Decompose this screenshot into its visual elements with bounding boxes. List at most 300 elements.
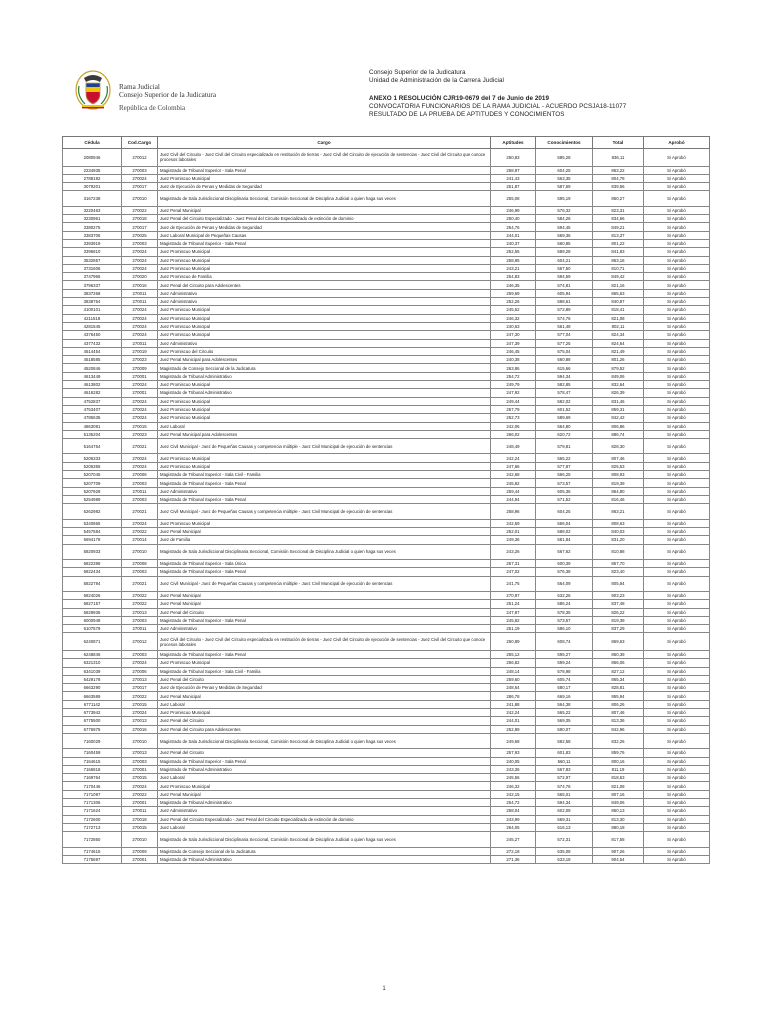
table-header-row bbox=[63, 137, 710, 149]
table-row bbox=[63, 248, 710, 256]
table-row bbox=[63, 823, 710, 831]
table-row bbox=[63, 559, 710, 567]
table-row bbox=[63, 717, 710, 725]
cargo-cell: Magistrado de Tribunal Administrativo bbox=[158, 372, 491, 380]
aprobo-cell: Si Aprobó bbox=[644, 231, 710, 239]
table-row bbox=[63, 608, 710, 616]
cargo-cell: Magistrado de Tribunal Superior - Sala Penal bbox=[158, 495, 491, 503]
total-cell: 863,22 bbox=[593, 166, 644, 174]
cedula-cell: 4518585 bbox=[63, 356, 122, 364]
table-row bbox=[63, 495, 710, 503]
aprobo-cell: Si Aprobó bbox=[644, 191, 710, 206]
aptitudes-cell: 246,45 bbox=[491, 347, 536, 355]
total-cell: 832,26 bbox=[593, 733, 644, 748]
aptitudes-cell: 256,82 bbox=[491, 659, 536, 667]
cedula-cell: 4520846 bbox=[63, 364, 122, 372]
total-cell: 849,21 bbox=[593, 223, 644, 231]
aptitudes-cell: 246,32 bbox=[491, 782, 536, 790]
conocimientos-cell: 564,09 bbox=[536, 576, 593, 591]
cedula-cell: 4211518 bbox=[63, 314, 122, 322]
cod-cargo-cell: 270020 bbox=[122, 273, 158, 281]
cod-cargo-cell: 270003 bbox=[122, 495, 158, 503]
cargo-cell: Juez Penal Municipal bbox=[158, 591, 491, 599]
cargo-cell: Magistrado de Tribunal Superior - Sala Penal bbox=[158, 616, 491, 624]
conocimientos-cell: 580,17 bbox=[536, 684, 593, 692]
total-cell: 849,06 bbox=[593, 799, 644, 807]
cargo-cell: Magistrado de Tribunal Superior - Sala Penal bbox=[158, 166, 491, 174]
conocimientos-cell: 586,10 bbox=[536, 625, 593, 633]
cedula-cell: 5827157 bbox=[63, 600, 122, 608]
total-cell: 904,54 bbox=[593, 855, 644, 863]
cedula-cell: 4514454 bbox=[63, 347, 122, 355]
conocimientos-cell: 608,74 bbox=[536, 633, 593, 651]
table-row bbox=[63, 462, 710, 470]
total-cell: 806,86 bbox=[593, 422, 644, 430]
cod-cargo-cell: 270024 bbox=[122, 708, 158, 716]
total-cell: 818,53 bbox=[593, 774, 644, 782]
cedula-cell: 4376450 bbox=[63, 331, 122, 339]
cedula-cell: 3796337 bbox=[63, 281, 122, 289]
table-row bbox=[63, 576, 710, 591]
aprobo-cell: Si Aprobó bbox=[644, 347, 710, 355]
conocimientos-cell: 567,62 bbox=[536, 544, 593, 559]
cedula-cell: 5820933 bbox=[63, 544, 122, 559]
cod-cargo-cell: 270024 bbox=[122, 519, 158, 527]
conocimientos-cell: 594,59 bbox=[536, 273, 593, 281]
table-row bbox=[63, 765, 710, 773]
table-row bbox=[63, 339, 710, 347]
table-row bbox=[63, 223, 710, 231]
total-cell: 832,64 bbox=[593, 381, 644, 389]
cargo-cell: Magistrado de Sala Jurisdiccional Disciplinaria Seccional, Comisión Seccional de Disciplina Judicial o quien haga sus veces bbox=[158, 544, 491, 559]
cod-cargo-cell: 270011 bbox=[122, 807, 158, 815]
aprobo-cell: Si Aprobó bbox=[644, 757, 710, 765]
aptitudes-cell: 245,52 bbox=[491, 306, 536, 314]
cod-cargo-cell: 270023 bbox=[122, 356, 158, 364]
table-row bbox=[63, 633, 710, 651]
aprobo-cell: Si Aprobó bbox=[644, 807, 710, 815]
cedula-cell: 5262982 bbox=[63, 504, 122, 519]
aptitudes-cell: 258,95 bbox=[491, 256, 536, 264]
aptitudes-cell: 254,72 bbox=[491, 799, 536, 807]
cedula-cell: 6000948 bbox=[63, 616, 122, 624]
cargo-cell: Juez Penal Municipal para Adolescentes bbox=[158, 356, 491, 364]
cedula-cell: 6107579 bbox=[63, 625, 122, 633]
aptitudes-cell: 252,55 bbox=[491, 248, 536, 256]
table-row bbox=[63, 667, 710, 675]
cod-cargo-cell: 270011 bbox=[122, 298, 158, 306]
conocimientos-cell: 578,35 bbox=[536, 608, 593, 616]
cod-cargo-cell: 270003 bbox=[122, 166, 158, 174]
conocimientos-cell: 635,08 bbox=[536, 847, 593, 855]
aprobo-cell: Si Aprobó bbox=[644, 439, 710, 454]
cargo-cell: Magistrado de Tribunal Superior - Sala Penal bbox=[158, 239, 491, 247]
aprobo-cell: Si Aprobó bbox=[644, 847, 710, 855]
aprobo-cell: Si Aprobó bbox=[644, 264, 710, 272]
cedula-cell: 5829935 bbox=[63, 608, 122, 616]
aptitudes-cell: 246,32 bbox=[491, 314, 536, 322]
cod-cargo-cell: 270015 bbox=[122, 700, 158, 708]
total-cell: 800,16 bbox=[593, 757, 644, 765]
aprobo-cell: Si Aprobó bbox=[644, 576, 710, 591]
conocimientos-cell: 577,87 bbox=[536, 462, 593, 470]
aprobo-cell: Si Aprobó bbox=[644, 430, 710, 438]
cargo-cell: Juez Penal del Circuito bbox=[158, 608, 491, 616]
cargo-cell: Magistrado de Tribunal Administrativo bbox=[158, 765, 491, 773]
cod-cargo-cell: 270024 bbox=[122, 405, 158, 413]
cargo-cell: Juez Penal del Circuito Especializado - Juez Penal del Circuito Especializado de extinción de dominio bbox=[158, 815, 491, 823]
conocimientos-cell: 588,02 bbox=[536, 527, 593, 535]
aprobo-cell: Si Aprobó bbox=[644, 183, 710, 191]
conocimientos-cell: 560,88 bbox=[536, 356, 593, 364]
cargo-cell: Juez Laboral bbox=[158, 823, 491, 831]
aprobo-cell: Si Aprobó bbox=[644, 815, 710, 823]
cargo-cell: Magistrado de Tribunal Administrativo bbox=[158, 799, 491, 807]
aprobo-cell: Si Aprobó bbox=[644, 166, 710, 174]
table-row bbox=[63, 591, 710, 599]
logo bbox=[73, 68, 273, 112]
aptitudes-cell: 259,60 bbox=[491, 675, 536, 683]
total-cell: 813,37 bbox=[593, 231, 644, 239]
cod-cargo-cell: 270011 bbox=[122, 289, 158, 297]
aptitudes-cell: 259,69 bbox=[491, 289, 536, 297]
cedula-cell: 7171624 bbox=[63, 807, 122, 815]
cargo-cell: Juez Promiscuo Municipal bbox=[158, 331, 491, 339]
aptitudes-cell: 244,01 bbox=[491, 231, 536, 239]
aprobo-cell: Si Aprobó bbox=[644, 667, 710, 675]
cedula-cell: 3380275 bbox=[63, 223, 122, 231]
cod-cargo-cell: 270024 bbox=[122, 659, 158, 667]
aprobo-cell: Si Aprobó bbox=[644, 799, 710, 807]
conocimientos-cell: 564,38 bbox=[536, 700, 593, 708]
total-cell: 823,31 bbox=[593, 206, 644, 214]
cargo-cell: Juez Promiscuo Municipal bbox=[158, 454, 491, 462]
conocimientos-cell: 620,72 bbox=[536, 430, 593, 438]
total-cell: 865,34 bbox=[593, 675, 644, 683]
cedula-cell: 3838764 bbox=[63, 298, 122, 306]
cargo-cell: Juez de Ejecución de Penas y Medidas de Seguridad bbox=[158, 183, 491, 191]
cargo-cell: Juez Laboral bbox=[158, 700, 491, 708]
total-cell: 863,16 bbox=[593, 256, 644, 264]
total-cell: 805,84 bbox=[593, 576, 644, 591]
table-row bbox=[63, 314, 710, 322]
aptitudes-cell: 245,27 bbox=[491, 832, 536, 847]
header-line-consejo: Consejo Superior de la Judicatura bbox=[369, 69, 466, 76]
conocimientos-cell: 616,13 bbox=[536, 823, 593, 831]
cargo-cell: Juez Promiscuo Municipal bbox=[158, 659, 491, 667]
cargo-cell: Juez Penal del Circuito bbox=[158, 717, 491, 725]
total-cell: 819,39 bbox=[593, 616, 644, 624]
cedula-cell: 6775500 bbox=[63, 717, 122, 725]
aprobo-cell: Si Aprobó bbox=[644, 364, 710, 372]
cargo-cell: Magistrado de Tribunal Superior - Sala Penal bbox=[158, 650, 491, 658]
aptitudes-cell: 240,05 bbox=[491, 757, 536, 765]
aptitudes-cell: 248,14 bbox=[491, 667, 536, 675]
cargo-cell: Juez Administrativo bbox=[158, 298, 491, 306]
cedula-cell: 7164615 bbox=[63, 757, 122, 765]
total-cell: 907,26 bbox=[593, 847, 644, 855]
total-cell: 804,78 bbox=[593, 174, 644, 182]
table-row bbox=[63, 544, 710, 559]
aprobo-cell: Si Aprobó bbox=[644, 397, 710, 405]
cod-cargo-cell: 270001 bbox=[122, 765, 158, 773]
table-row bbox=[63, 264, 710, 272]
cod-cargo-cell: 270009 bbox=[122, 847, 158, 855]
conocimientos-cell: 579,81 bbox=[536, 439, 593, 454]
aptitudes-cell: 249,68 bbox=[491, 733, 536, 748]
cod-cargo-cell: 270023 bbox=[122, 430, 158, 438]
conocimientos-cell: 595,27 bbox=[536, 650, 593, 658]
total-cell: 831,20 bbox=[593, 536, 644, 544]
aprobo-cell: Si Aprobó bbox=[644, 700, 710, 708]
conocimientos-cell: 586,24 bbox=[536, 600, 593, 608]
cod-cargo-cell: 270003 bbox=[122, 479, 158, 487]
aprobo-cell: Si Aprobó bbox=[644, 372, 710, 380]
cedula-cell: 3393919 bbox=[63, 239, 122, 247]
cedula-cell: 4613802 bbox=[63, 381, 122, 389]
cod-cargo-cell: 270022 bbox=[122, 206, 158, 214]
cedula-cell: 3731606 bbox=[63, 264, 122, 272]
cedula-cell: 3079201 bbox=[63, 183, 122, 191]
cargo-cell: Juez Penal del Circuito bbox=[158, 675, 491, 683]
aprobo-cell: Si Aprobó bbox=[644, 405, 710, 413]
aptitudes-cell: 255,08 bbox=[491, 191, 536, 206]
aprobo-cell: Si Aprobó bbox=[644, 855, 710, 863]
cedula-cell: 6771142 bbox=[63, 700, 122, 708]
cargo-cell: Juez Administrativo bbox=[158, 625, 491, 633]
table-row bbox=[63, 700, 710, 708]
cargo-cell: Juez Penal Municipal bbox=[158, 692, 491, 700]
conocimientos-cell: 582,02 bbox=[536, 397, 593, 405]
cod-cargo-cell: 270001 bbox=[122, 855, 158, 863]
total-cell: 850,39 bbox=[593, 650, 644, 658]
total-cell: 810,88 bbox=[593, 544, 644, 559]
total-cell: 850,27 bbox=[593, 191, 644, 206]
aptitudes-cell: 242,24 bbox=[491, 708, 536, 716]
cargo-cell: Juez de Ejecución de Penas y Medidas de Seguridad bbox=[158, 223, 491, 231]
aprobo-cell: Si Aprobó bbox=[644, 331, 710, 339]
cargo-cell: Juez Promiscuo Municipal bbox=[158, 782, 491, 790]
cedula-cell: 3167238 bbox=[63, 191, 122, 206]
cargo-cell: Juez Promiscuo Municipal bbox=[158, 256, 491, 264]
cedula-cell: 4613449 bbox=[63, 372, 122, 380]
table-row bbox=[63, 281, 710, 289]
cod-cargo-cell: 270024 bbox=[122, 414, 158, 422]
cargo-cell: Magistrado de Consejo Seccional de la Judicatura bbox=[158, 364, 491, 372]
aprobo-cell: Si Aprobó bbox=[644, 650, 710, 658]
header-line-unidad: Unidad de Administración de la Carrera Judicial bbox=[369, 77, 505, 85]
cargo-cell: Juez Administrativo bbox=[158, 339, 491, 347]
cedula-cell: 7166818 bbox=[63, 765, 122, 773]
cargo-cell: Juez Penal del Circuito para Adolescentes bbox=[158, 725, 491, 733]
aptitudes-cell: 266,02 bbox=[491, 430, 536, 438]
logo-line-rama: Rama Judicial bbox=[119, 83, 160, 91]
table-row bbox=[63, 757, 710, 765]
cod-cargo-cell: 270010 bbox=[122, 832, 158, 847]
total-cell: 817,58 bbox=[593, 832, 644, 847]
total-cell: 813,36 bbox=[593, 717, 644, 725]
total-cell: 821,49 bbox=[593, 347, 644, 355]
total-cell: 802,11 bbox=[593, 322, 644, 330]
cedula-cell: 7160029 bbox=[63, 733, 122, 748]
cargo-cell: Juez Promiscuo Municipal bbox=[158, 708, 491, 716]
conocimientos-cell: 567,50 bbox=[536, 264, 593, 272]
conocimientos-cell: 582,58 bbox=[536, 733, 593, 748]
header-total: Total bbox=[593, 137, 644, 149]
aptitudes-cell: 263,86 bbox=[491, 364, 536, 372]
total-cell: 879,52 bbox=[593, 364, 644, 372]
cod-cargo-cell: 270003 bbox=[122, 616, 158, 624]
cod-cargo-cell: 270017 bbox=[122, 183, 158, 191]
conocimientos-cell: 569,36 bbox=[536, 231, 593, 239]
total-cell: 824,64 bbox=[593, 339, 644, 347]
total-cell: 819,39 bbox=[593, 479, 644, 487]
aprobo-cell: Si Aprobó bbox=[644, 659, 710, 667]
cedula-cell: 6776975 bbox=[63, 725, 122, 733]
total-cell: 857,70 bbox=[593, 559, 644, 567]
conocimientos-cell: 560,85 bbox=[536, 239, 593, 247]
conocimientos-cell: 578,98 bbox=[536, 667, 593, 675]
cedula-cell: 5694178 bbox=[63, 536, 122, 544]
conocimientos-cell: 581,84 bbox=[536, 536, 593, 544]
aptitudes-cell: 243,26 bbox=[491, 544, 536, 559]
aprobo-cell: Si Aprobó bbox=[644, 608, 710, 616]
cedula-cell: 6773942 bbox=[63, 708, 122, 716]
aptitudes-cell: 251,87 bbox=[491, 183, 536, 191]
cedula-cell: 7171097 bbox=[63, 790, 122, 798]
cod-cargo-cell: 270024 bbox=[122, 462, 158, 470]
table-row bbox=[63, 422, 710, 430]
cedula-cell: 4100101 bbox=[63, 306, 122, 314]
conocimientos-cell: 594,34 bbox=[536, 372, 593, 380]
aprobo-cell: Si Aprobó bbox=[644, 823, 710, 831]
total-cell: 840,87 bbox=[593, 298, 644, 306]
cedula-cell: 4281545 bbox=[63, 322, 122, 330]
aprobo-cell: Si Aprobó bbox=[644, 633, 710, 651]
aptitudes-cell: 258,04 bbox=[491, 807, 536, 815]
cargo-cell: Juez Civil del Circuito - Juez Civil del Circuito especializado en restitución de tierras - Juez Civil del Circuito de ejecución de sentencias - Juez Civil del Circuito que conoce procesos laborales bbox=[158, 149, 491, 167]
table-row bbox=[63, 708, 710, 716]
cedula-cell: 7175697 bbox=[63, 855, 122, 863]
table-row bbox=[63, 692, 710, 700]
aprobo-cell: Si Aprobó bbox=[644, 471, 710, 479]
cargo-cell: Juez Administrativo bbox=[158, 487, 491, 495]
cargo-cell: Juez Promiscuo Municipal bbox=[158, 519, 491, 527]
aptitudes-cell: 251,24 bbox=[491, 600, 536, 608]
aptitudes-cell: 257,79 bbox=[491, 405, 536, 413]
cargo-cell: Juez Promiscuo Municipal bbox=[158, 322, 491, 330]
cargo-cell: Juez Laboral bbox=[158, 774, 491, 782]
table-row bbox=[63, 782, 710, 790]
cargo-cell: Magistrado de Sala Jurisdiccional Disciplinaria Seccional, Comisión Seccional de Disciplina Judicial o quien haga sus veces bbox=[158, 733, 491, 748]
conocimientos-cell: 590,07 bbox=[536, 725, 593, 733]
table-row bbox=[63, 479, 710, 487]
header-cargo: Cargo bbox=[158, 137, 491, 149]
cod-cargo-cell: 270017 bbox=[122, 223, 158, 231]
page-number: 1 bbox=[382, 986, 386, 992]
aprobo-cell: Si Aprobó bbox=[644, 536, 710, 544]
conocimientos-cell: 565,22 bbox=[536, 708, 593, 716]
aptitudes-cell: 252,26 bbox=[491, 298, 536, 306]
table-row bbox=[63, 536, 710, 544]
cod-cargo-cell: 270024 bbox=[122, 248, 158, 256]
table-row bbox=[63, 356, 710, 364]
conocimientos-cell: 572,97 bbox=[536, 774, 593, 782]
aprobo-cell: Si Aprobó bbox=[644, 733, 710, 748]
aptitudes-cell: 264,05 bbox=[491, 823, 536, 831]
table-row bbox=[63, 790, 710, 798]
cod-cargo-cell: 270008 bbox=[122, 559, 158, 567]
cedula-cell: 6663589 bbox=[63, 692, 122, 700]
conocimientos-cell: 605,36 bbox=[536, 487, 593, 495]
total-cell: 801,26 bbox=[593, 356, 644, 364]
conocimientos-cell: 566,25 bbox=[536, 471, 593, 479]
conocimientos-cell: 588,61 bbox=[536, 298, 593, 306]
conocimientos-cell: 565,22 bbox=[536, 454, 593, 462]
cod-cargo-cell: 270015 bbox=[122, 823, 158, 831]
aprobo-cell: Si Aprobó bbox=[644, 339, 710, 347]
table-row bbox=[63, 149, 710, 167]
cod-cargo-cell: 270013 bbox=[122, 608, 158, 616]
table-row bbox=[63, 306, 710, 314]
aptitudes-cell: 260,89 bbox=[491, 633, 536, 651]
table-row bbox=[63, 487, 710, 495]
aprobo-cell: Si Aprobó bbox=[644, 389, 710, 397]
cod-cargo-cell: 270022 bbox=[122, 527, 158, 535]
aptitudes-cell: 242,59 bbox=[491, 519, 536, 527]
conocimientos-cell: 578,47 bbox=[536, 389, 593, 397]
cargo-cell: Juez Laboral Municipal de Pequeñas Causas bbox=[158, 231, 491, 239]
total-cell: 837,48 bbox=[593, 600, 644, 608]
cod-cargo-cell: 270025 bbox=[122, 231, 158, 239]
table-row bbox=[63, 659, 710, 667]
header-aptitudes: Aptitudes bbox=[491, 137, 536, 149]
aptitudes-cell: 242,15 bbox=[491, 790, 536, 798]
conocimientos-cell: 577,25 bbox=[536, 339, 593, 347]
total-cell: 880,18 bbox=[593, 823, 644, 831]
aprobo-cell: Si Aprobó bbox=[644, 749, 710, 757]
cod-cargo-cell: 270024 bbox=[122, 454, 158, 462]
aptitudes-cell: 254,83 bbox=[491, 273, 536, 281]
document-header bbox=[369, 69, 729, 119]
cargo-cell: Magistrado de Sala Jurisdiccional Disciplinaria Seccional, Comisión Seccional de Disciplina Judicial o quien haga sus veces bbox=[158, 191, 491, 206]
aprobo-cell: Si Aprobó bbox=[644, 281, 710, 289]
aprobo-cell: Si Aprobó bbox=[644, 504, 710, 519]
cedula-cell: 7172713 bbox=[63, 823, 122, 831]
conocimientos-cell: 574,76 bbox=[536, 314, 593, 322]
aprobo-cell: Si Aprobó bbox=[644, 322, 710, 330]
cargo-cell: Juez Civil del Circuito - Juez Civil del Circuito especializado en restitución de tierras - Juez Civil del Circuito de ejecución de sentencias - Juez Civil del Circuito que conoce procesos laborales bbox=[158, 633, 491, 651]
table-row bbox=[63, 414, 710, 422]
aprobo-cell: Si Aprobó bbox=[644, 289, 710, 297]
cod-cargo-cell: 270014 bbox=[122, 536, 158, 544]
cedula-cell: 7172860 bbox=[63, 832, 122, 847]
cargo-cell: Juez Penal del Circuito para Adolescentes bbox=[158, 281, 491, 289]
conocimientos-cell: 569,31 bbox=[536, 815, 593, 823]
aptitudes-cell: 257,31 bbox=[491, 559, 536, 567]
conocimientos-cell: 577,04 bbox=[536, 331, 593, 339]
total-cell: 849,42 bbox=[593, 273, 644, 281]
cod-cargo-cell: 270024 bbox=[122, 331, 158, 339]
cod-cargo-cell: 270013 bbox=[122, 717, 158, 725]
aprobo-cell: Si Aprobó bbox=[644, 462, 710, 470]
cargo-cell: Juez Civil Municipal - Juez de Pequeñas Causas y competencia múltiple - Juez Civil Municipal de ejecución de sentencias bbox=[158, 439, 491, 454]
aprobo-cell: Si Aprobó bbox=[644, 625, 710, 633]
aptitudes-cell: 241,88 bbox=[491, 700, 536, 708]
aptitudes-cell: 247,30 bbox=[491, 331, 536, 339]
total-cell: 806,26 bbox=[593, 700, 644, 708]
cod-cargo-cell: 270017 bbox=[122, 684, 158, 692]
